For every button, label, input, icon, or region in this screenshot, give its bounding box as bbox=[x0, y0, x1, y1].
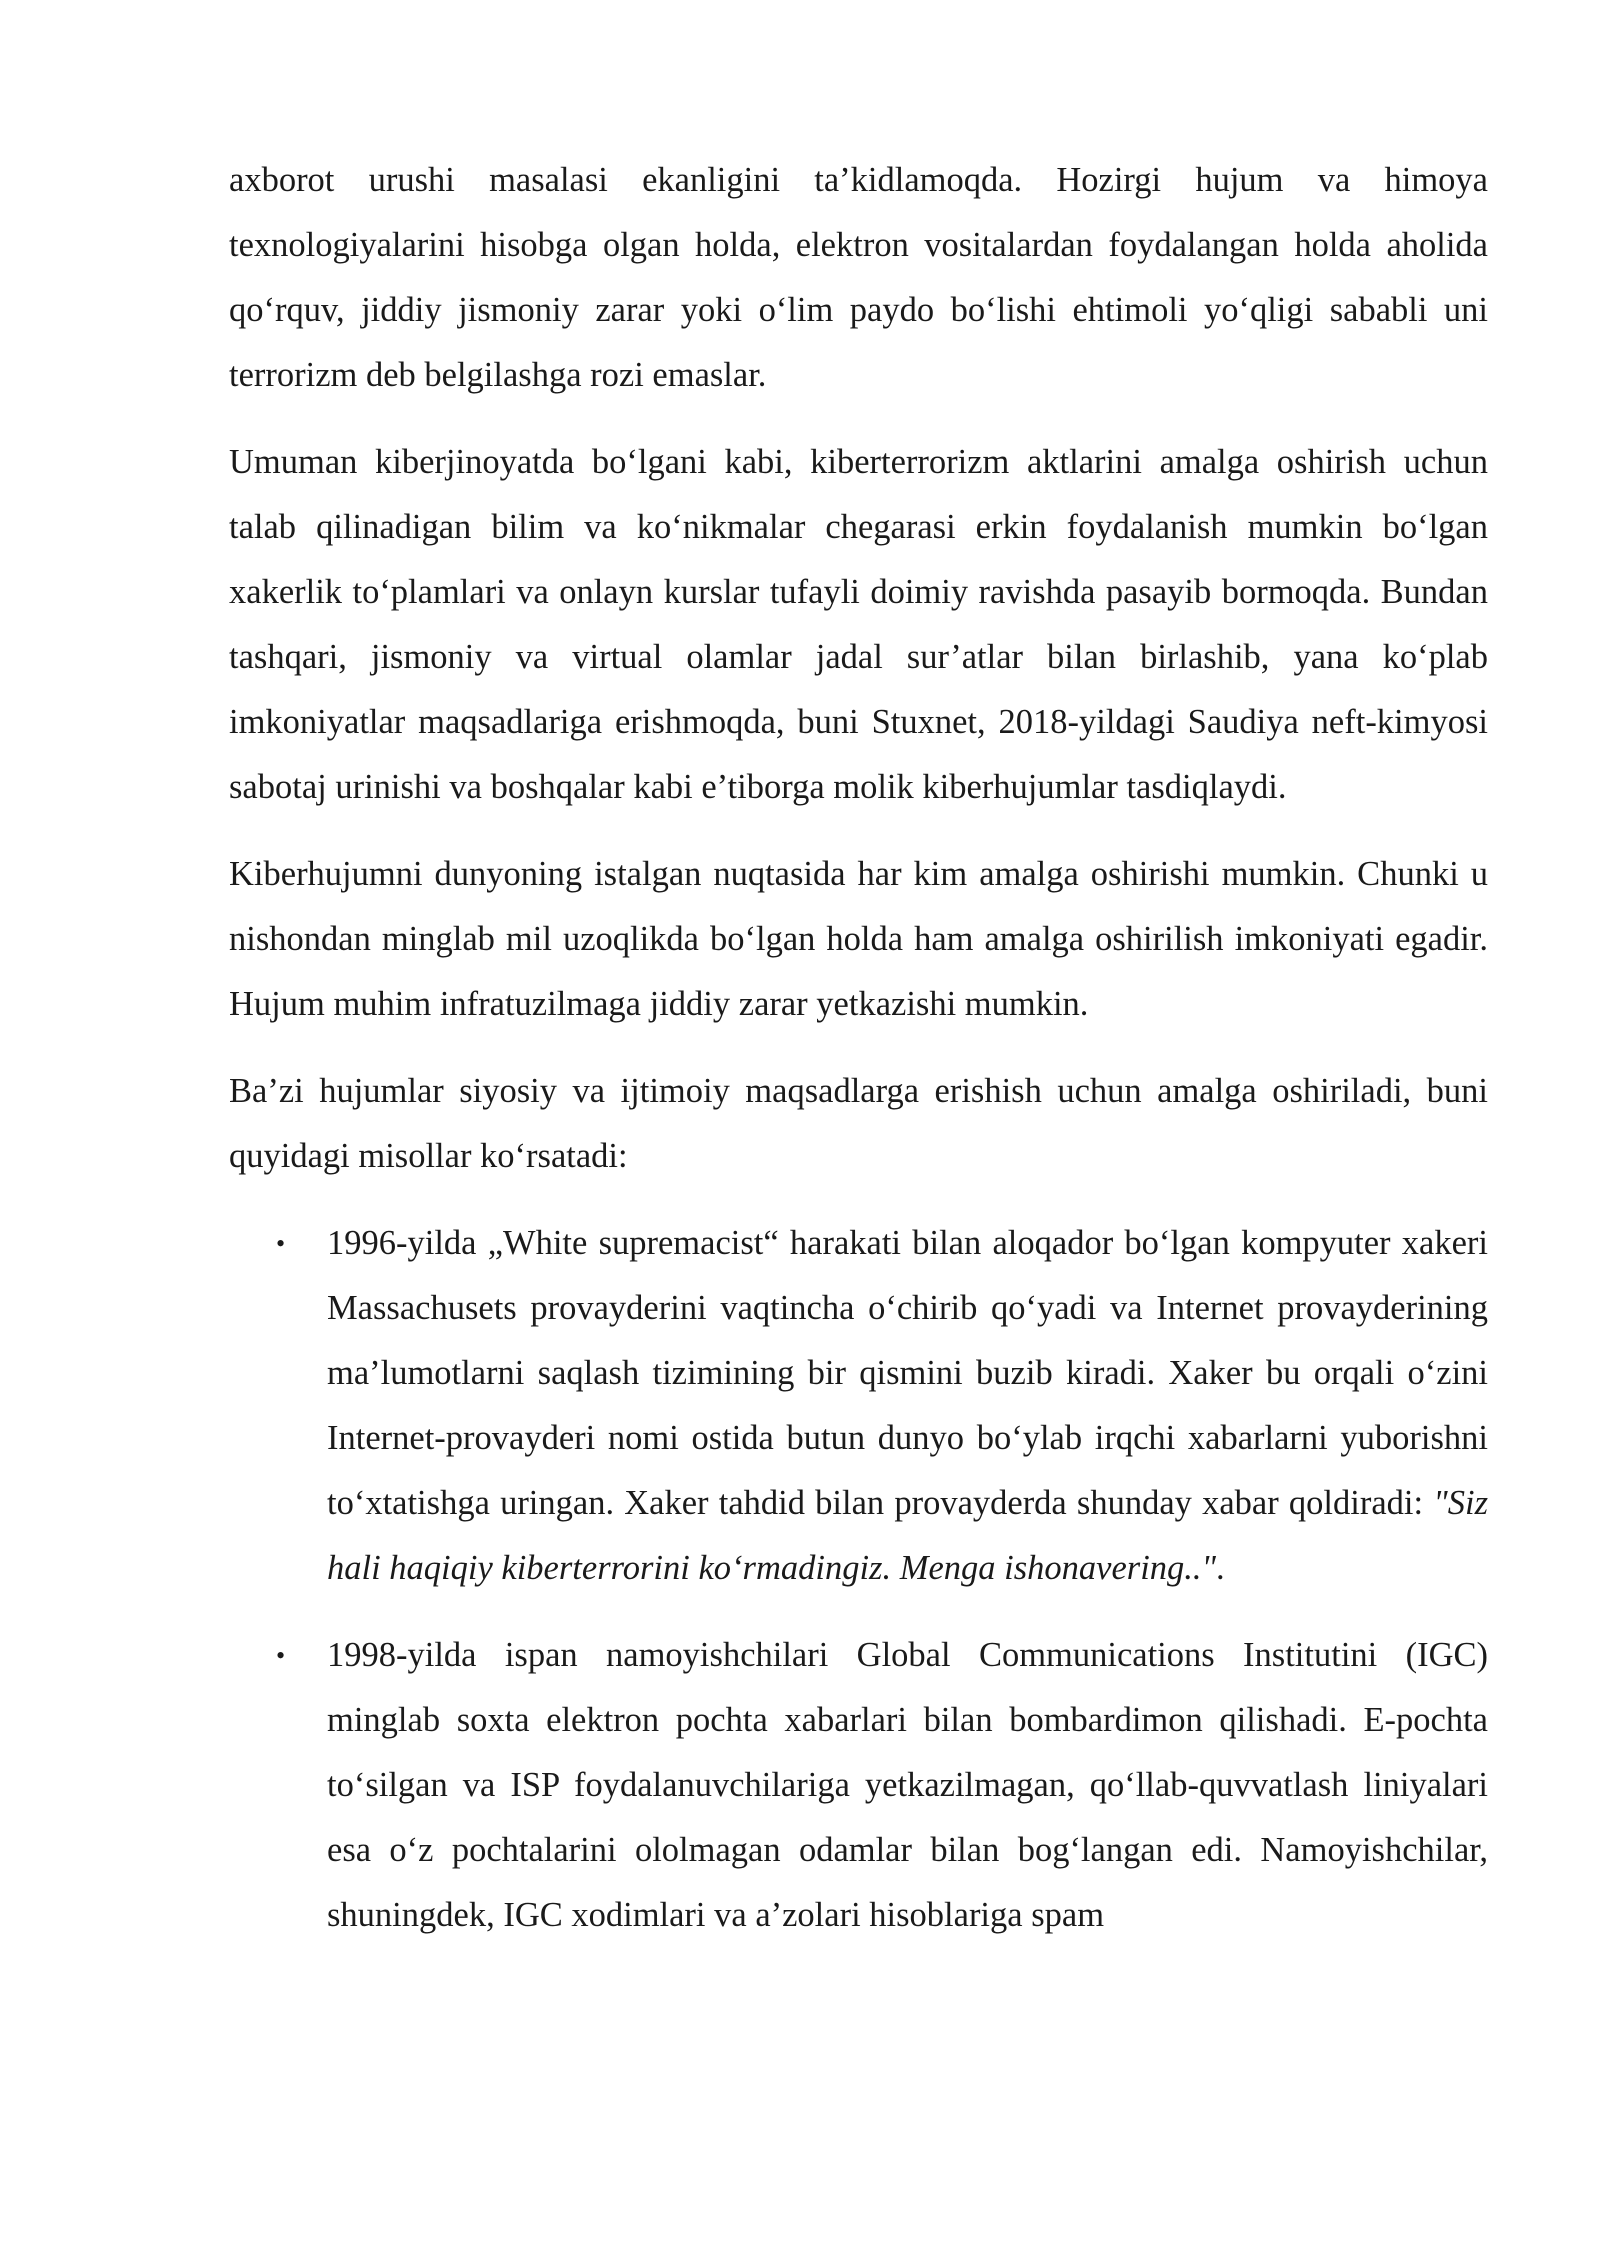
paragraph: Kiberhujumni dunyoning istalgan nuqtasida har kim amalga oshirishi mumkin. Chunki u nishondan minglab mil uzoqlikda bo‘lgan holda ham amalga oshirilish imkoniyati egadir. Hujum muhim infratuzilmaga jiddiy zarar yetkazishi mumkin. bbox=[229, 855, 1488, 1023]
quoted-message: "Siz hali haqiqiy kiberterrorini ko‘rmadingiz. Menga ishonavering.." bbox=[327, 1484, 1488, 1587]
list-item-text: 1998-yilda ispan namoyishchilari Global Communications Institutini (IGC) minglab soxta elektron pochta xabarlari bilan bombardimon qilishadi. E-pochta to‘silgan va ISP foydalanuvchilariga yetkazilmagan, qo‘llab-quvvatlash liniyalari esa o‘z pochtalarini ololmagan odamlar bilan bog‘langan edi. Namoyishchilar, shuningdek, IGC xodimlari va a’zolari hisoblariga spam bbox=[327, 1636, 1488, 1934]
document-page bbox=[229, 148, 1488, 1970]
bullet-icon: • bbox=[276, 1229, 286, 1258]
list-item-text: 1996-yilda „White supremacist“ harakati bilan aloqador bo‘lgan kompyuter xakeri Massachusets provayderini vaqtincha o‘chirib qo‘yadi va Internet provayderining ma’lumotlarni saqlash tizimining bir qismini buzib kiradi. Xaker bu orqali o‘zini Internet-provayderi nomi ostida butun dunyo bo‘ylab irqchi xabarlarni yuborishni to‘xtatishga uringan. Xaker tahdid bilan provayderda shunday xabar qoldiradi: bbox=[327, 1224, 1488, 1522]
bullet-list bbox=[229, 1211, 1488, 1948]
list-item bbox=[229, 1623, 1488, 1948]
bullet-icon: • bbox=[276, 1641, 286, 1670]
paragraph: Umuman kiberjinoyatda bo‘lgani kabi, kiberterrorizm aktlarini amalga oshirish uchun talab qilinadigan bilim va ko‘nikmalar chegarasi erkin foydalanish mumkin bo‘lgan xakerlik to‘plamlari va onlayn kurslar tufayli doimiy ravishda pasayib bormoqda. Bundan tashqari, jismoniy va virtual olamlar jadal sur’atlar bilan birlashib, yana ko‘plab imkoniyatlar maqsadlariga erishmoqda, buni Stuxnet, 2018-yildagi Saudiya neft-kimyosi sabotaj urinishi va boshqalar kabi e’tiborga molik kiberhujumlar tasdiqlaydi. bbox=[229, 443, 1488, 806]
paragraph: axborot urushi masalasi ekanligini ta’kidlamoqda. Hozirgi hujum va himoya texnologiyalarini hisobga olgan holda, elektron vositalardan foydalangan holda aholida qo‘rquv, jiddiy jismoniy zarar yoki o‘lim paydo bo‘lishi ehtimoli yo‘qligi sababli uni terrorizm deb belgilashga rozi emaslar. bbox=[229, 161, 1488, 394]
paragraph: Ba’zi hujumlar siyosiy va ijtimoiy maqsadlarga erishish uchun amalga oshiriladi, buni quyidagi misollar ko‘rsatadi: bbox=[229, 1072, 1488, 1175]
list-item bbox=[229, 1211, 1488, 1601]
list-item-end: . bbox=[1216, 1549, 1225, 1587]
